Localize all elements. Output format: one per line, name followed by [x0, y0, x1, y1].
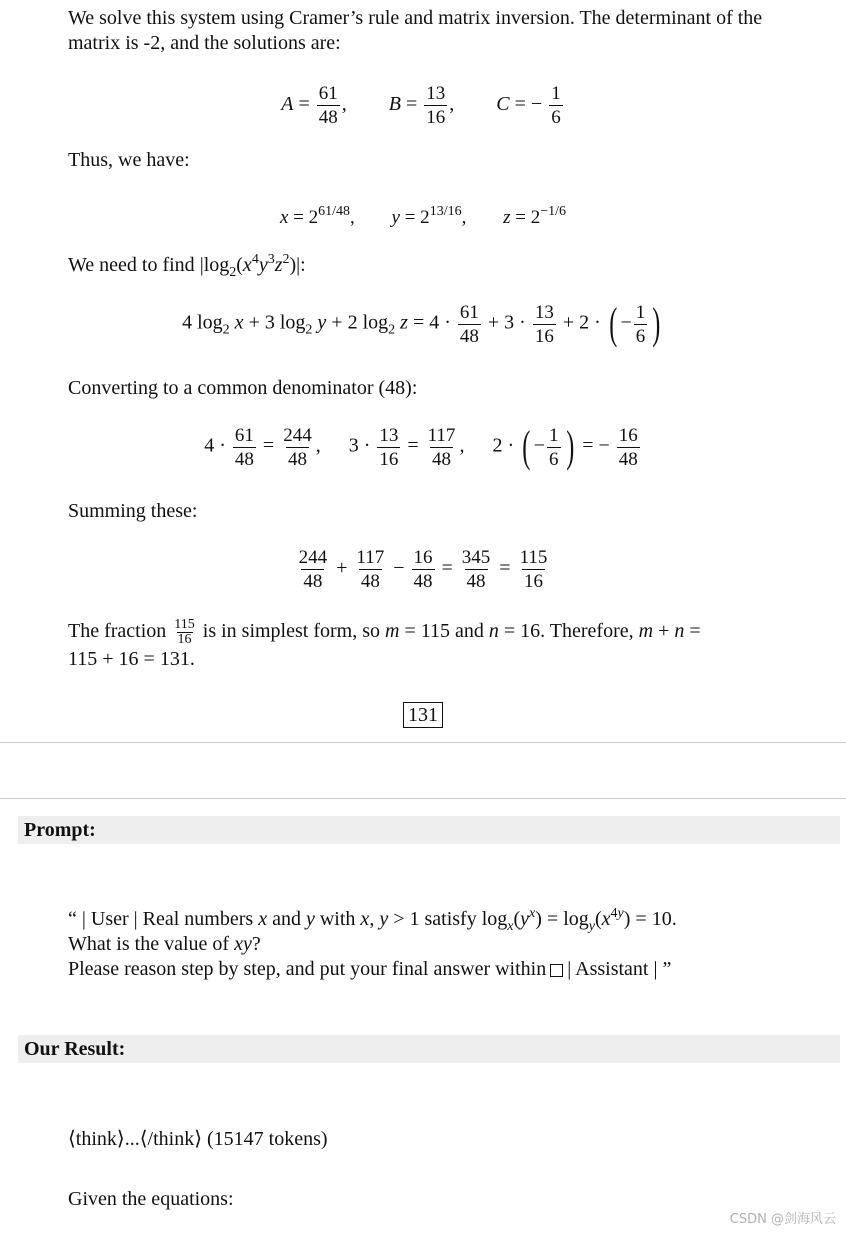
need-text: We need to find — [68, 254, 195, 276]
solution-equations: A = $\frac{61}{48}$ , B = $\frac{13}{16}$ , C = − $\frac{1}{6}$ — [281, 83, 561, 128]
summing-text: Summing these: — [68, 500, 198, 522]
prompt-line2: What is the value of — [68, 933, 230, 955]
final-pre: The fraction — [68, 620, 167, 643]
final-tail: 115 + 16 = 131. — [68, 648, 195, 670]
common-denominator-equations: 4 · $\frac{61}{48}$ = $\frac{244}{48}$ , 3 · $\frac{13}{16}$ = $\frac{117}{48}$ , 2 · ( − $\frac{1}{6}$ ) = − $\frac{16}{48}$ — [204, 422, 638, 471]
intro-paragraph: We solve this system using Cramer’s rule and matrix inversion. The determinant of the matrix is -2, and the solutions are: — [68, 7, 763, 54]
prompt-line3-post: | Assistant | ” — [567, 958, 672, 980]
answer-box: 131 — [403, 702, 443, 728]
watermark: CSDN @剑海风云 — [729, 1212, 836, 1227]
final-n: = 16. Therefore, — [503, 620, 634, 643]
final-m: = 115 and — [404, 620, 484, 643]
given-equations-text: Given the equations: — [68, 1188, 234, 1210]
log-expansion: 4 $\log_2 x + 3$ $\log_2 y + 2$ $\log_2 z = 4$ · $\frac{61}{48}$ + 3 · $\frac{13}{16}$ + 2 · ( − $\frac{1}{6}$ ) — [182, 299, 661, 348]
prompt-line3: Please reason step by step, and put your final answer within — [68, 958, 547, 980]
sum-equation: $\frac{244}{48}$ + $\frac{117}{48}$ − $\frac{16}{48}$ = $\frac{345}{48}$ = $\frac{115}{16}$ — [298, 547, 548, 592]
think-tokens: ⟨think⟩...⟨/think⟩ (15147 tokens) — [68, 1128, 328, 1150]
prompt-text: “ | User | Real numbers x and y with x, y > 1 satisfy $\log_x(y^x) = \log_y(x^{4y}) = 10$. What is the value of xy? Please reason step by step, and put your final answer within | Assistant | ” — [68, 906, 677, 980]
thus-text: Thus, we have: — [68, 149, 190, 171]
need-to-find: We need to find $|\log_2(x^4y^3z^2)|$: — [68, 252, 306, 280]
converting-text: Converting to a common denominator (48): — [68, 377, 418, 399]
boxed-placeholder-icon — [550, 964, 563, 977]
prompt-open: “ | User | Real numbers — [68, 908, 254, 930]
result-section-header: Our Result: — [18, 1035, 840, 1063]
prompt-section-header: Prompt: — [18, 816, 840, 844]
divider-top — [0, 742, 846, 743]
final-mid: is in simplest form, so — [202, 620, 380, 643]
xyz-equations: $x = 2^{61/48}$, $y = 2^{13/16}$, $z = 2^{-1/6}$ — [279, 204, 566, 228]
final-paragraph: The fraction $\frac{115}{16}$ is in simplest form, so m = 115 and n = 16. Therefore, m + n = 115 + 16 = 131. — [68, 617, 701, 670]
boxed-answer — [0, 702, 846, 728]
divider-bottom — [0, 798, 846, 799]
